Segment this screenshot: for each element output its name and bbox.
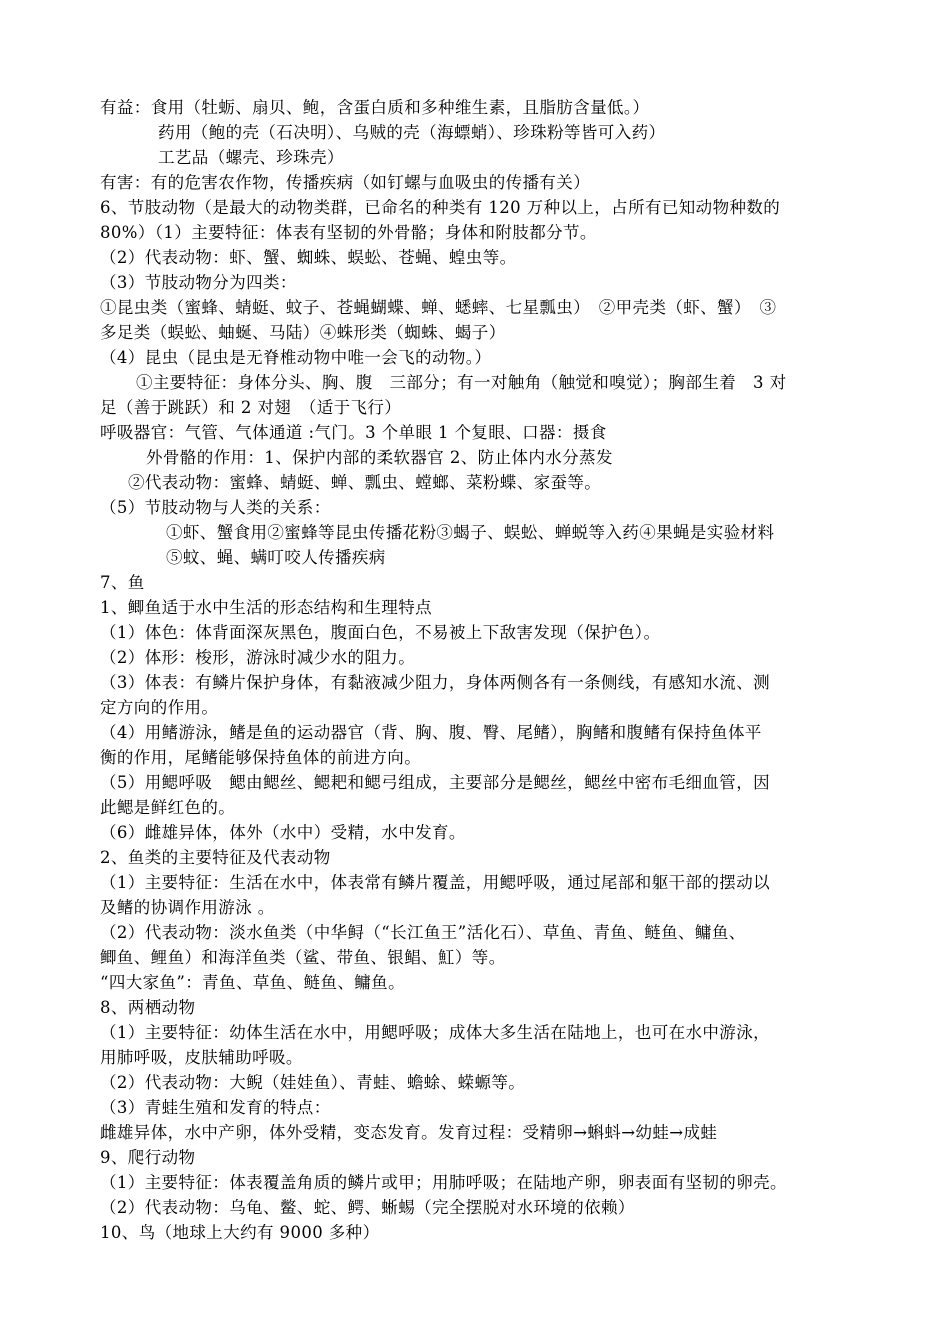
text-line: 多足类（蜈蚣、蚰蜒、马陆）④蛛形类（蜘蛛、蝎子） [100, 323, 506, 342]
text-line: 有益：食用（牡蛎、扇贝、鲍，含蛋白质和多种维生素，且脂肪含量低。） [100, 98, 650, 117]
text-line: 及鳍的协调作用游泳 。 [100, 898, 275, 917]
text-line: （3）青蛙生殖和发育的特点： [100, 1098, 331, 1117]
text-line: 鲫鱼、鲤鱼）和海洋鱼类（鲨、带鱼、银鲳、魟）等。 [100, 948, 506, 967]
text-line: ①虾、蟹食用②蜜蜂等昆虫传播花粉③蝎子、蜈蚣、蝉蜕等入药④果蝇是实验材料 [166, 523, 775, 542]
text-line: （4）用鳍游泳，鳍是鱼的运动器官（背、胸、腹、臀、尾鳍），胸鳍和腹鳍有保持鱼体平 [100, 723, 762, 742]
text-line: （5）节肢动物与人类的关系： [100, 498, 331, 517]
text-line: “四大家鱼”：青鱼、草鱼、鲢鱼、鳙鱼。 [100, 973, 405, 992]
text-line: ⑤蚊、蝇、螨叮咬人传播疾病 [166, 548, 386, 567]
text-line: 外骨骼的作用：1、保护内部的柔软器官 2、防止体内水分蒸发 [146, 448, 613, 467]
text-line: （2）代表动物：淡水鱼类（中华鲟（“长江鱼王”活化石）、草鱼、青鱼、鲢鱼、鳙鱼、 [100, 923, 746, 942]
text-line: 80%）（1）主要特征：体表有坚韧的外骨骼；身体和附肢都分节。 [100, 223, 597, 242]
text-line: 工艺品（螺壳、珍珠壳） [158, 148, 344, 167]
text-line: 1、鲫鱼适于水中生活的形态结构和生理特点 [100, 598, 432, 617]
text-line: （2）代表动物：大鲵（娃娃鱼）、青蛙、蟾蜍、蝾螈等。 [100, 1073, 526, 1092]
text-line: （1）体色：体背面深灰黑色，腹面白色，不易被上下敌害发现（保护色）。 [100, 623, 661, 642]
text-line: （3）节肢动物分为四类： [100, 273, 297, 292]
text-line: （4）昆虫（昆虫是无脊椎动物中唯一会飞的动物。） [100, 348, 492, 367]
text-line: 此鳃是鲜红色的。 [100, 798, 236, 817]
text-line: （2）代表动物：乌龟、鳖、蛇、鳄、蜥蜴（完全摆脱对水环境的依赖） [100, 1198, 635, 1217]
text-line: 6、节肢动物（是最大的动物类群，已命名的种类有 120 万种以上，占所有已知动物种数的 [100, 198, 781, 217]
text-line: 7、鱼 [100, 573, 145, 592]
text-line: 10、鸟（地球上大约有 9000 多种） [100, 1223, 380, 1242]
text-line: 药用（鲍的壳（石决明）、乌贼的壳（海螵蛸）、珍珠粉等皆可入药） [158, 123, 666, 142]
text-line: （2）体形：梭形，游泳时减少水的阻力。 [100, 648, 416, 667]
text-line: 衡的作用，尾鳍能够保持鱼体的前进方向。 [100, 748, 422, 767]
text-line: 雌雄异体，水中产卵，体外受精，变态发育。发育过程：受精卵→蝌蚪→幼蛙→成蛙 [100, 1123, 718, 1142]
text-line: 2、鱼类的主要特征及代表动物 [100, 848, 331, 867]
text-line: 用肺呼吸，皮肤辅助呼吸。 [100, 1048, 303, 1067]
text-line: ①主要特征：身体分头、胸、腹 三部分；有一对触角（触觉和嗅觉）；胸部生着 3 对 [136, 373, 787, 392]
text-line: 足（善于跳跃）和 2 对翅 （适于飞行） [100, 398, 402, 417]
text-line: ②代表动物：蜜蜂、蜻蜓、蝉、瓢虫、螳螂、菜粉蝶、家蚕等。 [128, 473, 602, 492]
text-line: （1）主要特征：幼体生活在水中，用鳃呼吸；成体大多生活在陆地上，也可在水中游泳， [100, 1023, 770, 1042]
text-line: （1）主要特征：体表覆盖角质的鳞片或甲；用肺呼吸；在陆地产卵，卵表面有坚韧的卵壳。 [100, 1173, 787, 1192]
text-line: （5）用鳃呼吸 鳃由鳃丝、鳃耙和鳃弓组成，主要部分是鳃丝，鳃丝中密布毛细血管，因 [100, 773, 770, 792]
text-line: 定方向的作用。 [100, 698, 219, 717]
text-line: （2）代表动物：虾、蟹、蜘蛛、蜈蚣、苍蝇、蝗虫等。 [100, 248, 517, 267]
text-line: 9、爬行动物 [100, 1148, 196, 1167]
text-line: ①昆虫类（蜜蜂、蜻蜓、蚊子、苍蝇蝴蝶、蝉、蟋蟀、七星瓢虫） ②甲壳类（虾、蟹） ③ [100, 298, 777, 317]
text-line: 有害：有的危害农作物，传播疾病（如钉螺与血吸虫的传播有关） [100, 173, 591, 192]
text-line: 呼吸器官：气管、气体通道 :气门。3 个单眼 1 个复眼、口器：摄食 [100, 423, 607, 442]
text-line: （6）雌雄异体，体外（水中）受精，水中发育。 [100, 823, 466, 842]
text-line: （1）主要特征：生活在水中，体表常有鳞片覆盖，用鳃呼吸，通过尾部和躯干部的摆动以 [100, 873, 770, 892]
text-line: 8、两栖动物 [100, 998, 196, 1017]
text-line: （3）体表：有鳞片保护身体，有黏液减少阻力，身体两侧各有一条侧线，有感知水流、测 [100, 673, 770, 692]
